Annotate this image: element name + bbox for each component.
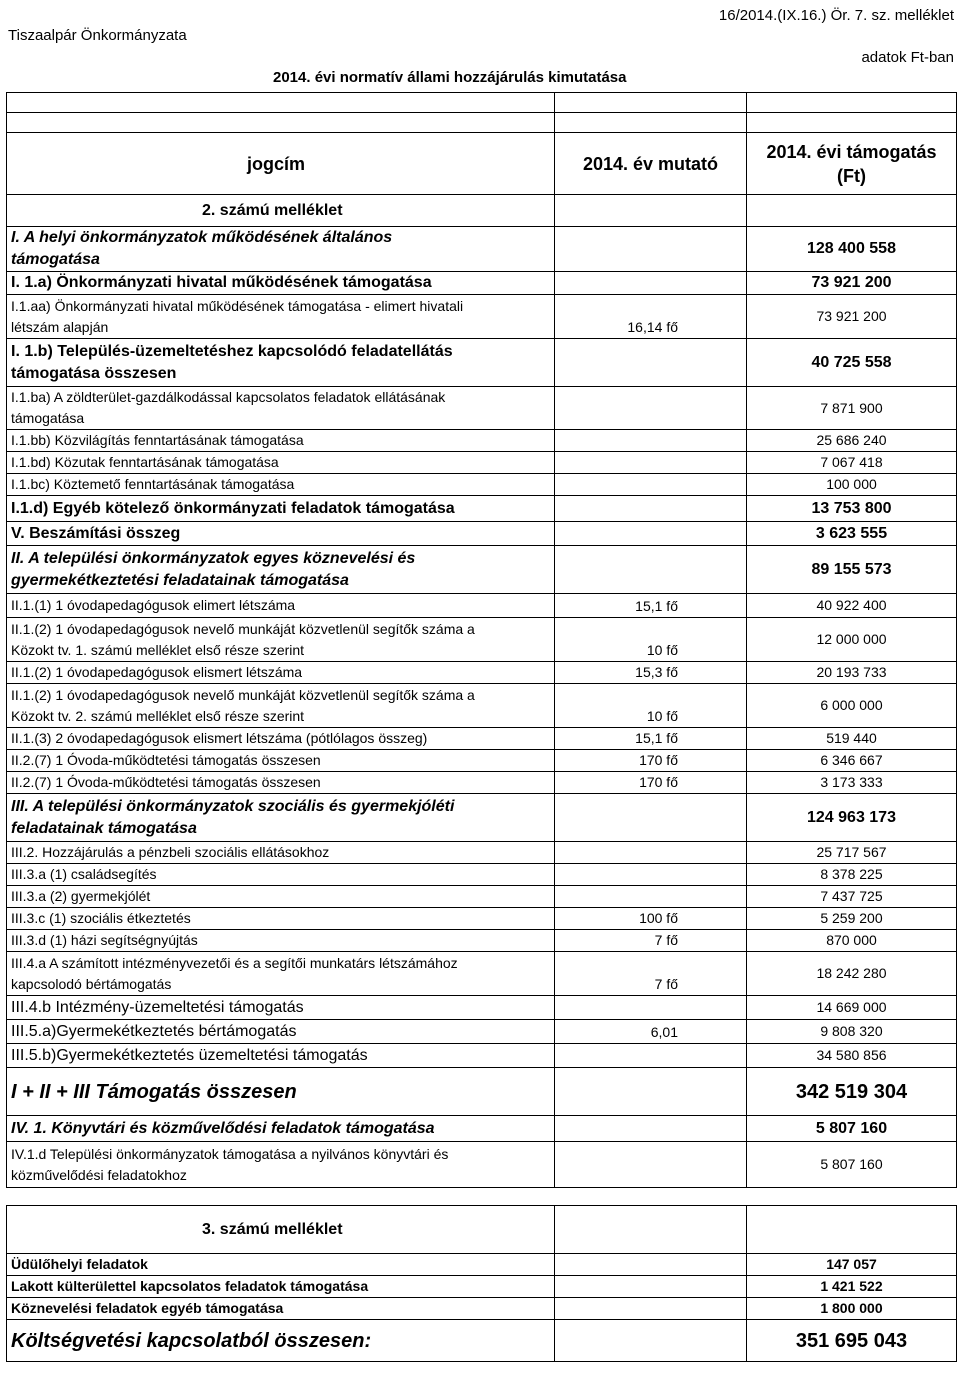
row-indicator (555, 842, 747, 864)
support-row (7, 1142, 957, 1188)
row-label (7, 452, 555, 474)
row-label (7, 1020, 555, 1044)
support-row (7, 387, 957, 430)
row-value: 9 808 320 (747, 1020, 957, 1044)
row-label (7, 474, 555, 496)
row-label-line: II.1.(1) 1 óvodapedagógusok elimert létszáma (11, 597, 296, 613)
support-row (7, 618, 957, 662)
annex3-title: 3. számú melléklet (7, 1206, 555, 1254)
row-label-line: II.1.(2) 1 óvodapedagógusok elismert létszáma (11, 664, 303, 680)
support-row (7, 842, 957, 864)
jogcim-header: jogcím (7, 133, 555, 195)
row-value: 7 871 900 (747, 387, 957, 430)
row-indicator (555, 1116, 747, 1142)
row-indicator: 15,1 fő (555, 594, 747, 618)
row-value: 73 921 200 (747, 295, 957, 339)
support-row (7, 886, 957, 908)
row-indicator (555, 864, 747, 886)
support-row (7, 908, 957, 930)
row-label-line: I.1.d) Egyéb kötelező önkormányzati feladatok támogatása (11, 499, 455, 517)
row-value: 124 963 173 (747, 794, 957, 842)
support-header-line2: (Ft) (837, 165, 866, 186)
row-indicator (555, 430, 747, 452)
row-label-line: III.3.a (2) gyermekjólét (11, 888, 151, 904)
organization-name: Tiszaalpár Önkormányzata (8, 27, 187, 44)
row-label (7, 522, 555, 546)
support-row (7, 750, 957, 772)
support-table (6, 92, 957, 1188)
row-value: 6 000 000 (747, 684, 957, 728)
row-indicator (555, 227, 747, 272)
annex3-rows (7, 1254, 957, 1320)
support-row (7, 864, 957, 886)
row-label-line: III.5.b)Gyermekétkeztetés üzemeltetési támogatás (11, 1046, 368, 1064)
row-value: 870 000 (747, 930, 957, 952)
row-label (7, 728, 555, 750)
row-label-line: II.1.(2) 1 óvodapedagógusok nevelő munkáját közvetlenül segítők száma a (11, 686, 475, 703)
row-label-line: I. 1.a) Önkormányzati hivatal működésének támogatása (11, 274, 432, 291)
row-value: 20 193 733 (747, 662, 957, 684)
support-row (7, 474, 957, 496)
row-label-line: közművelődési feladatokhoz (11, 1166, 187, 1183)
row-label (7, 339, 555, 387)
row-value: 3 173 333 (747, 772, 957, 794)
row-label-line: III.5.a)Gyermekétkeztetés bértámogatás (11, 1022, 297, 1040)
annex3-value: 1 421 522 (747, 1276, 957, 1298)
row-value: 342 519 304 (747, 1068, 957, 1116)
annex3-row (7, 1276, 957, 1298)
row-indicator: 15,3 fő (555, 662, 747, 684)
blank-row (7, 113, 957, 133)
row-indicator: 10 fő (555, 684, 747, 728)
row-label-line: feladatainak támogatása (11, 819, 197, 837)
row-label (7, 794, 555, 842)
row-indicator: 7 fő (555, 952, 747, 996)
row-label (7, 430, 555, 452)
support-row (7, 295, 957, 339)
row-label-line: I. 1.b) Település-üzemeltetéshez kapcsolódó feladatellátás (11, 342, 453, 360)
support-row (7, 272, 957, 295)
annex3-label: Üdülőhelyi feladatok (7, 1254, 555, 1276)
row-indicator (555, 996, 747, 1020)
support-row (7, 996, 957, 1020)
support-row (7, 452, 957, 474)
row-label-line: III.4.a A számított intézményvezetői és a segítői munkatárs létszámához (11, 954, 458, 971)
row-label (7, 295, 555, 339)
row-value: 7 067 418 (747, 452, 957, 474)
row-label (7, 496, 555, 522)
row-value: 40 725 558 (747, 339, 957, 387)
row-indicator (555, 452, 747, 474)
indicator-header: 2014. év mutató (555, 133, 747, 195)
unit-note: adatok Ft-ban (861, 49, 954, 66)
row-value: 18 242 280 (747, 952, 957, 996)
support-rows (7, 227, 957, 1188)
row-value: 73 921 200 (747, 272, 957, 295)
row-value: 13 753 800 (747, 496, 957, 522)
row-indicator: 170 fő (555, 750, 747, 772)
row-label (7, 750, 555, 772)
row-label-line: III.3.c (1) szociális étkeztetés (11, 910, 191, 926)
row-indicator (555, 387, 747, 430)
row-label (7, 952, 555, 996)
support-header (747, 133, 957, 195)
row-value: 14 669 000 (747, 996, 957, 1020)
row-value: 40 922 400 (747, 594, 957, 618)
row-label-line: V. Beszámítási összeg (11, 524, 181, 542)
annex2-title: 2. számú melléklet (7, 195, 555, 227)
row-label (7, 594, 555, 618)
row-label-line: II.2.(7) 1 Óvoda-működtetési támogatás összesen (11, 774, 321, 790)
row-label-line: I + II + III Támogatás összesen (11, 1080, 297, 1103)
row-indicator (555, 1068, 747, 1116)
row-label (7, 772, 555, 794)
row-label-line: I.1.bc) Köztemető fenntartásának támogatása (11, 476, 295, 492)
row-label-line: I.1.bd) Közutak fenntartásának támogatása (11, 454, 279, 470)
row-label (7, 908, 555, 930)
column-header-row (7, 133, 957, 195)
support-row (7, 728, 957, 750)
row-label (7, 864, 555, 886)
row-label-line: II.1.(2) 1 óvodapedagógusok nevelő munkáját közvetlenül segítők száma a (11, 620, 475, 637)
row-label-line: II.1.(3) 2 óvodapedagógusok elismert létszáma (pótlólagos összeg) (11, 730, 428, 746)
annex3-row (7, 1298, 957, 1320)
grand-total-row (7, 1320, 957, 1362)
row-label (7, 684, 555, 728)
support-row (7, 1068, 957, 1116)
row-indicator: 6,01 (555, 1020, 747, 1044)
row-label-line: III.3.a (1) családsegítés (11, 866, 157, 882)
row-indicator (555, 546, 747, 594)
row-indicator (555, 1044, 747, 1068)
row-label (7, 1142, 555, 1188)
support-header-line1: 2014. évi támogatás (766, 141, 937, 162)
row-label-line: I.1.ba) A zöldterület-gazdálkodással kapcsolatos feladatok ellátásának (11, 389, 446, 405)
row-value: 8 378 225 (747, 864, 957, 886)
row-label (7, 886, 555, 908)
row-indicator: 16,14 fő (555, 295, 747, 339)
row-label-line: I.1.aa) Önkormányzati hivatal működésének támogatása - elimert hivatali (11, 297, 464, 314)
row-label-line: III.4.b Intézmény-üzemeltetési támogatás (11, 998, 304, 1016)
support-row (7, 794, 957, 842)
row-label (7, 662, 555, 684)
support-row (7, 684, 957, 728)
row-label-line: gyermekétkeztetési feladatainak támogatása (11, 571, 349, 589)
row-value: 7 437 725 (747, 886, 957, 908)
row-label-line: III.3.d (1) házi segítségnyújtás (11, 932, 198, 948)
grand-total-value: 351 695 043 (747, 1320, 957, 1362)
support-row (7, 1116, 957, 1142)
row-label-line: I.1.bb) Közvilágítás fenntartásának támogatása (11, 432, 304, 448)
row-label (7, 618, 555, 662)
row-label (7, 842, 555, 864)
row-label-line: II. A települési önkormányzatok egyes köznevelési és (11, 549, 416, 567)
support-row (7, 227, 957, 272)
support-row (7, 1044, 957, 1068)
row-indicator: 10 fő (555, 618, 747, 662)
row-indicator: 7 fő (555, 930, 747, 952)
annex3-label: Lakott külterülettel kapcsolatos feladatok támogatása (7, 1276, 555, 1298)
row-value: 519 440 (747, 728, 957, 750)
row-label-line: IV. 1. Könyvtári és közművelődési feladatok támogatása (11, 1119, 435, 1137)
row-value: 89 155 573 (747, 546, 957, 594)
row-indicator (555, 886, 747, 908)
row-indicator (555, 339, 747, 387)
annex2-row (7, 195, 957, 227)
row-label-line: II.2.(7) 1 Óvoda-működtetési támogatás összesen (11, 752, 321, 768)
support-row (7, 339, 957, 387)
row-label-line: IV.1.d Települési önkormányzatok támogatása a nyilvános könyvtári és (11, 1145, 449, 1162)
row-indicator (555, 272, 747, 295)
annex3-value: 147 057 (747, 1254, 957, 1276)
row-label-line: támogatása összesen (11, 364, 177, 382)
row-label (7, 930, 555, 952)
row-label-line: támogatása (11, 410, 85, 426)
grand-total-label: Költségvetési kapcsolatból összesen: (7, 1320, 555, 1362)
support-row (7, 546, 957, 594)
support-row (7, 930, 957, 952)
row-label (7, 546, 555, 594)
page-title: 2014. évi normatív állami hozzájárulás kimutatása (273, 69, 627, 86)
row-indicator (555, 1142, 747, 1188)
support-row (7, 1020, 957, 1044)
support-row (7, 496, 957, 522)
row-label (7, 1116, 555, 1142)
row-value: 5 807 160 (747, 1116, 957, 1142)
row-indicator: 100 fő (555, 908, 747, 930)
annex3-table (6, 1205, 957, 1362)
row-indicator: 170 fő (555, 772, 747, 794)
annex3-title-row (7, 1206, 957, 1254)
support-row (7, 430, 957, 452)
annex3-label: Köznevelési feladatok egyéb támogatása (7, 1298, 555, 1320)
row-value: 100 000 (747, 474, 957, 496)
support-row (7, 952, 957, 996)
row-indicator (555, 496, 747, 522)
row-value: 34 580 856 (747, 1044, 957, 1068)
annex3-row (7, 1254, 957, 1276)
row-value: 3 623 555 (747, 522, 957, 546)
support-row (7, 772, 957, 794)
row-value: 128 400 558 (747, 227, 957, 272)
row-value: 12 000 000 (747, 618, 957, 662)
row-label (7, 387, 555, 430)
row-indicator: 15,1 fő (555, 728, 747, 750)
blank-row (7, 93, 957, 113)
row-label-line: III.2. Hozzájárulás a pénzbeli szociális ellátásokhoz (11, 844, 330, 860)
annex3-value: 1 800 000 (747, 1298, 957, 1320)
row-label-line: I. A helyi önkormányzatok működésének általános (11, 229, 393, 246)
row-label (7, 272, 555, 295)
support-row (7, 522, 957, 546)
row-value: 5 259 200 (747, 908, 957, 930)
annex3-indicator (555, 1254, 747, 1276)
row-label-line: létszám alapján (11, 318, 109, 335)
row-label (7, 996, 555, 1020)
row-label-line: támogatása (11, 251, 100, 268)
row-label-line: Közokt tv. 1. számú melléklet első része szerint (11, 641, 305, 658)
support-row (7, 662, 957, 684)
row-value: 25 686 240 (747, 430, 957, 452)
row-label (7, 227, 555, 272)
row-label (7, 1068, 555, 1116)
annex3-indicator (555, 1276, 747, 1298)
row-value: 6 346 667 (747, 750, 957, 772)
row-value: 5 807 160 (747, 1142, 957, 1188)
row-indicator (555, 522, 747, 546)
support-row (7, 594, 957, 618)
row-indicator (555, 794, 747, 842)
row-label (7, 1044, 555, 1068)
row-label-line: Közokt tv. 2. számú melléklet első része szerint (11, 707, 305, 724)
decree-reference: 16/2014.(IX.16.) Ör. 7. sz. melléklet (718, 7, 954, 24)
row-label-line: kapcsolodó bértámogatás (11, 975, 172, 992)
row-value: 25 717 567 (747, 842, 957, 864)
annex3-indicator (555, 1298, 747, 1320)
row-indicator (555, 474, 747, 496)
row-label-line: III. A települési önkormányzatok szociális és gyermekjóléti (11, 797, 455, 815)
